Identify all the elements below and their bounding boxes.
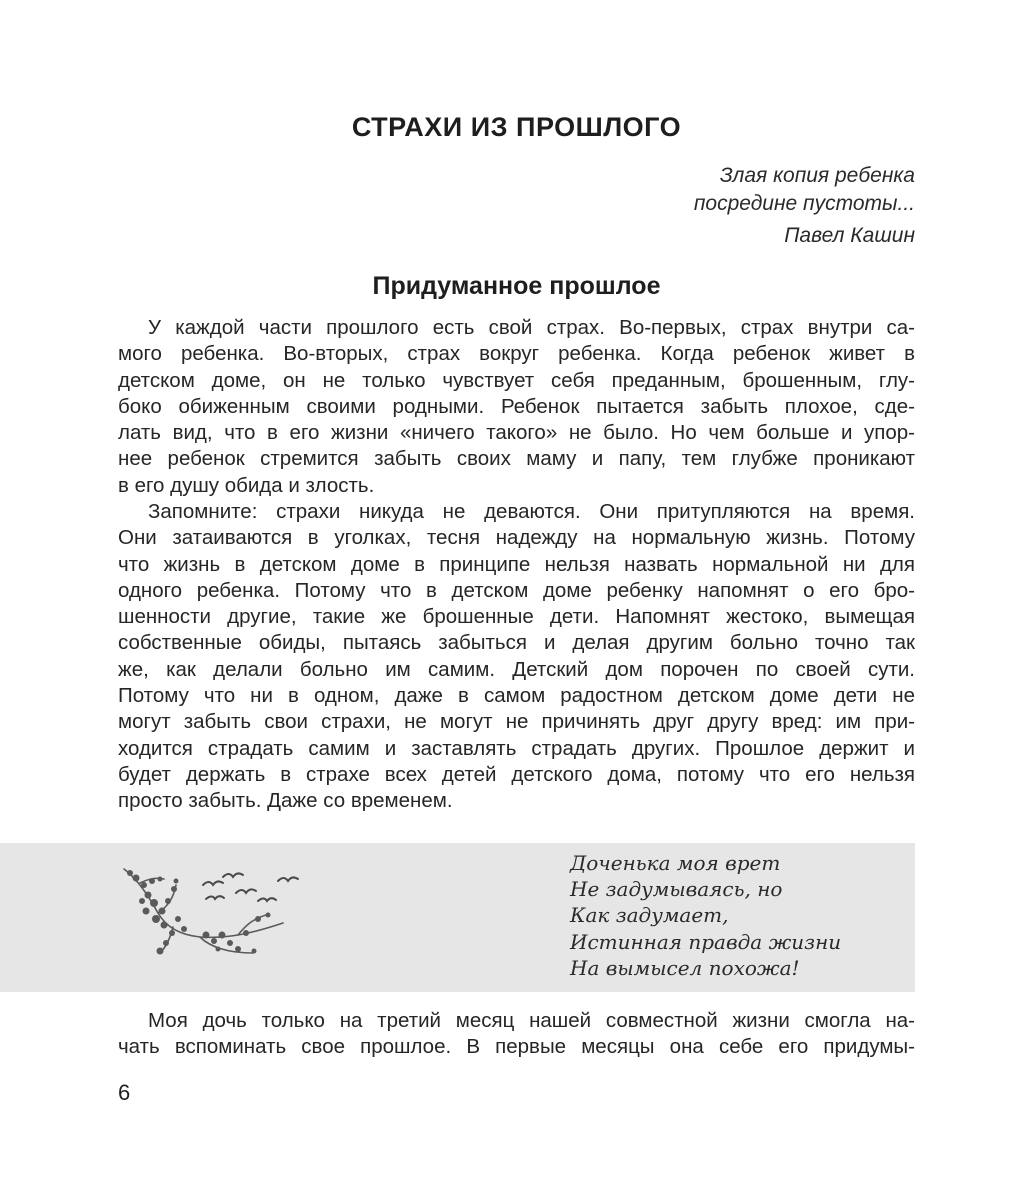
- text-line: мого ребенка. Во-вторых, страх вокруг ребенка. Когда ребенок живет в: [118, 342, 915, 366]
- text-line: могут забыть свои страхи, не могут не причинять друг другу вред: им при-: [118, 710, 915, 734]
- poem-line: Доченька моя врет: [570, 851, 781, 875]
- text-line: детском доме, он не только чувствует себя преданным, брошенным, глу-: [118, 368, 915, 392]
- text-line: одного ребенка. Потому что в детском доме ребенку напомнят о его бро-: [118, 578, 915, 602]
- text-line: просто забыть. Даже со временем.: [118, 789, 453, 813]
- text-line: У каждой части прошлого есть свой страх. Во-первых, страх внутри са-: [148, 316, 915, 339]
- text-line: Потому что ни в одном, даже в самом радостном детском доме дети не: [118, 684, 915, 708]
- paragraph-1: [118, 315, 915, 499]
- text-line: Моя дочь только на третий месяц нашей совместной жизни смогла на-: [148, 1009, 915, 1032]
- epigraph-author: Павел Кашин: [784, 224, 915, 247]
- text-line: боко обиженным своими родными. Ребенок пытается забыть плохое, сде-: [118, 394, 915, 418]
- section-title: Придуманное прошлое: [372, 272, 661, 300]
- text-line: будет держать в страхе всех детей детского дома, потому что его нельзя: [118, 762, 915, 786]
- text-line: нее ребенок стремится забыть своих маму и папу, тем глубже проникают: [118, 447, 915, 471]
- branch-with-birds-illustration: [118, 855, 303, 960]
- text-line: ходится страдать самим и заставлять страдать других. Прошлое держит и: [118, 736, 915, 760]
- text-line: собственные обиды, пытаясь забыться и делая другим больно точно так: [118, 631, 915, 655]
- text-line: чать вспоминать свое прошлое. В первые месяцы она себе его придумы-: [118, 1035, 915, 1059]
- poem: [570, 850, 910, 981]
- text-line: же, как делали больно им самим. Детский дом порочен по своей сути.: [118, 657, 915, 681]
- epigraph-line: посредине пустоты...: [693, 192, 915, 215]
- page-number: 6: [118, 1080, 131, 1105]
- chapter-title: СТРАХИ ИЗ ПРОШЛОГО: [351, 112, 682, 142]
- epigraph: [515, 162, 915, 250]
- text-line: в его душу обида и злость.: [118, 473, 375, 497]
- poem-line: Как задумает,: [570, 903, 729, 928]
- epigraph-line: Злая копия ребенка: [719, 164, 915, 187]
- text-line: Запомните: страхи никуда не деваются. Они притупляются на время.: [148, 500, 915, 523]
- poem-line: Не задумываясь, но: [570, 877, 783, 902]
- poem-line: На вымысел похожа!: [570, 955, 800, 980]
- text-line: лать вид, что в его жизни «ничего такого» не было. Но чем больше и упор-: [118, 421, 915, 445]
- text-line: шенности другие, такие же брошенные дети. Напомнят жестоко, вымещая: [118, 605, 915, 629]
- text-line: Они затаиваются в уголках, тесня надежду на нормальную жизнь. Потому: [118, 526, 915, 550]
- text-line: что жизнь в детском доме в принципе нельзя назвать нормальной ни для: [118, 552, 915, 576]
- paragraph-3: [118, 1008, 915, 1061]
- paragraph-2: [118, 499, 915, 815]
- poem-line: Истинная правда жизни: [570, 929, 842, 954]
